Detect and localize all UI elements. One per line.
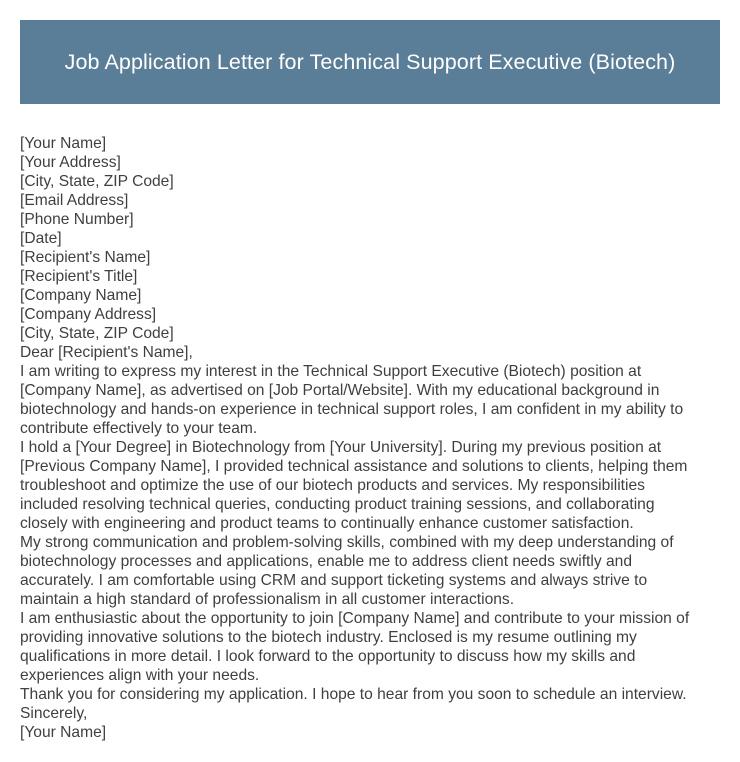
paragraph-experience	[20, 438, 720, 533]
signature: [Your Name]	[20, 724, 107, 741]
sender-name: [Your Name]	[20, 135, 107, 152]
paragraph-line: I am writing to express my interest in the Technical Support Executive (Biotech) position at	[20, 363, 642, 380]
paragraph-line: closely with engineering and product teams to continually enhance customer satisfaction.	[20, 515, 634, 532]
paragraph-enthusiasm	[20, 609, 720, 685]
paragraph-line: I hold a [Your Degree] in Biotechnology from [Your University]. During my previous position at	[20, 439, 662, 456]
sender-city-state-zip: [City, State, ZIP Code]	[20, 173, 174, 190]
sender-email: [Email Address]	[20, 192, 129, 209]
paragraph-line: [Company Name], as advertised on [Job Portal/Website]. With my educational background in	[20, 382, 660, 399]
salutation: Dear [Recipient's Name],	[20, 344, 193, 361]
closing: Sincerely,	[20, 705, 88, 722]
paragraph-thanks	[20, 685, 720, 704]
paragraph-line: accurately. I am comfortable using CRM and support ticketing systems and always strive to	[20, 572, 648, 589]
letter-date: [Date]	[20, 230, 62, 247]
paragraph-line: I am enthusiastic about the opportunity to join [Company Name] and contribute to your mission of	[20, 610, 690, 627]
paragraph-line: My strong communication and problem-solving skills, combined with my deep understanding of	[20, 534, 674, 551]
recipient-city-state-zip: [City, State, ZIP Code]	[20, 325, 174, 342]
paragraph-line: troubleshoot and optimize the use of our biotech products and services. My responsibilities	[20, 477, 645, 494]
paragraph-intro	[20, 362, 720, 438]
paragraph-line: qualifications in more detail. I look forward to the opportunity to discuss how my skills and	[20, 648, 636, 665]
title-banner	[20, 20, 720, 104]
paragraph-skills	[20, 533, 720, 609]
paragraph-line: providing innovative solutions to the biotech industry. Enclosed is my resume outlining my	[20, 629, 637, 646]
sender-block	[20, 134, 720, 248]
paragraph-line: included resolving technical queries, conducting product training sessions, and collaborating	[20, 496, 655, 513]
recipient-address: [Company Address]	[20, 306, 157, 323]
page-title: Job Application Letter for Technical Support Executive (Biotech)	[64, 49, 676, 74]
paragraph-line: maintain a high standard of professionalism in all customer interactions.	[20, 591, 515, 608]
letter-body	[20, 134, 720, 742]
recipient-block	[20, 248, 720, 343]
recipient-title: [Recipient's Title]	[20, 268, 138, 285]
sender-address: [Your Address]	[20, 154, 121, 171]
recipient-company: [Company Name]	[20, 287, 142, 304]
paragraph-line: biotechnology and hands-on experience in technical support roles, I am confident in my ability to	[20, 401, 684, 418]
recipient-name: [Recipient's Name]	[20, 249, 151, 266]
sender-phone: [Phone Number]	[20, 211, 134, 228]
paragraph-line: [Previous Company Name], I provided technical assistance and solutions to clients, helping them	[20, 458, 688, 475]
paragraph-line: biotechnology processes and applications, enable me to address client needs swiftly and	[20, 553, 632, 570]
paragraph-line: Thank you for considering my application. I hope to hear from you soon to schedule an interview.	[20, 686, 687, 703]
paragraph-line: experiences align with your needs.	[20, 667, 260, 684]
paragraph-line: contribute effectively to your team.	[20, 420, 258, 437]
